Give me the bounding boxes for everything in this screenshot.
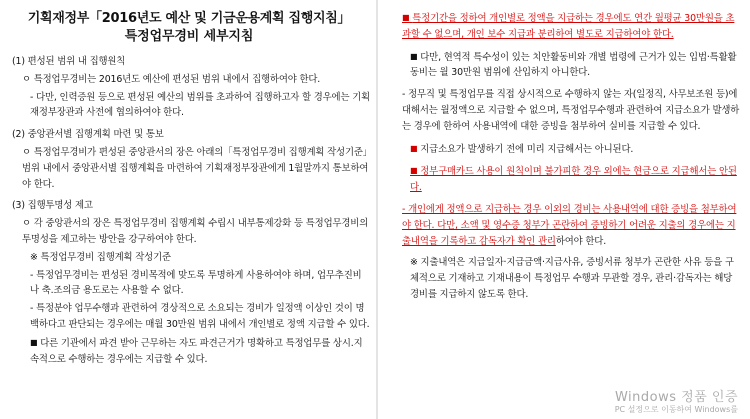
section-3-heading: (3) 집행투명성 제고 [12,200,93,212]
column-divider [376,0,378,419]
section-1-paragraph-1: ㅇ 특정업무경비는 2016년도 예산에 편성된 범위 내에서 집행하여야 한다. [22,73,321,85]
square-bullet-icon: ■ [30,337,38,347]
right-paragraph-3: - 정무직 및 특정업무를 직접 상시적으로 수행하지 않는 자(일정직, 사무보조원 등)에 대해서는 월정액으로 지급할 수 없으며, 특정업무수행과 관련하여 지급소요가 발생하는 경우에 한하여 사용내역에 대한 증빙을 첨부하여 실비를 지급할 수 있다. [402,89,740,132]
square-bullet-icon: ■ [410,143,418,153]
right-paragraph-2-text: 다만, 현역적 특수성이 있는 치안활동비와 개별 법령에 근거가 있는 입법·특활활동비는 월 30만원 범위에 산입하지 아니한다. [410,51,737,79]
right-paragraph-1-text: 특정기간을 정하여 개인별로 정액을 지급하는 경우에도 연간 월평균 30만원을 초과할 수 없으며, 개인 보수 지급과 분리하여 별도로 지급하여야 한다. [402,13,735,40]
section-3-paragraph-2: - 특정업무경비는 편성된 경비목적에 맞도록 투명하게 사용하여야 하며, 업무추진비나 축.조의금 용도로는 사용할 수 없다. [30,269,362,297]
section-3-paragraph-4 [8,335,370,368]
watermark-subtitle: PC 설정으로 이동하여 Windows를 [614,405,738,414]
right-paragraph-6-tail: 하여야 한다. [555,235,607,247]
section-3-paragraph-1: ㅇ 각 중앙관서의 장은 특정업무경비 집행계획 수립시 내부통제강화 등 특정업무경비의 투명성을 제고하는 방안을 강구하여야 한다. [22,218,369,245]
square-bullet-icon: ■ [402,13,410,22]
document-subtitle: 특정업무경비 세부지침 [124,29,254,44]
section-2-heading: (2) 중앙관서별 집행계획 마련 및 통보 [12,129,164,141]
watermark-title: Windows 정품 인증 [614,390,738,405]
right-paragraph-6 [388,202,742,249]
section-1-paragraph-2: - 다만, 인력증원 등으로 편성된 예산의 범위를 초과하여 집행하고자 할 경우에는 기획재정부장관과 사전에 협의하여야 한다. [30,91,371,119]
left-column [8,10,370,369]
right-paragraph-4 [388,141,742,158]
square-bullet-icon: ■ [410,51,418,61]
section-3-paragraph-4-text: 다른 기관에서 파견 받아 근무하는 자도 파견근거가 명확하고 특정업무를 상시.지속적으로 수행하는 경우에는 지급할 수 있다. [30,337,363,365]
right-paragraph-7: ※ 지출내역은 지급일자·지급금액·지급사유, 증빙서류 청부가 곤란한 사유 등을 구체적으로 기재하고 기재내용이 특정업무 수행과 무관할 경우, 관리·감독자는 해당 경비를 지급하지 않도록 한다. [410,257,734,300]
right-column [388,10,742,305]
right-paragraph-1 [388,10,742,43]
section-3-paragraph-3: - 특정분야 업무수행과 관련하여 경상적으로 소요되는 경비가 일정액 이상인 것이 명백하다고 판단되는 경우에는 매월 30만원 범위 내에서 개인별로 정액 지급할 수 있다. [30,303,370,330]
section-2-paragraph-1: ㅇ 특정업무경비가 편성된 중앙관서의 장은 아래의「특정업무경비 집행계획 작성기준」범위 내에서 중앙관서별 집행계획을 마련하여 기획재정부장관에게 1월말까지 통보하여야 한다. [22,146,369,190]
right-paragraph-5-text: 정부구매카드 사용이 원칙이며 불가피한 경우 외에는 현금으로 지급해서는 안된다. [410,166,737,194]
right-paragraph-5 [388,163,742,196]
square-bullet-icon: ■ [410,166,418,176]
section-3-note: ※ 특정업무경비 집행계획 작성기준 [30,251,171,263]
document-title: 기획재정부「2016년도 예산 및 기금운용계획 집행지침」 [27,11,351,26]
right-paragraph-4-text: 지급소요가 발생하기 전에 미리 지급해서는 아니된다. [420,143,634,155]
section-1-heading: (1) 편성된 범위 내 집행원칙 [12,56,126,67]
right-paragraph-2 [388,49,742,82]
right-paragraph-6-emphasis: - 개인에게 정액으로 지급하는 경우 이외의 경비는 사용내역에 대한 증빙을 첨부하여야 한다. 다만, 소액 및 영수증 청부가 곤란하여 증빙하기 어려운 지출의 경우에는 지출내역을 기록하고 감독자가 확인 관리 [402,203,737,247]
windows-activation-watermark [615,390,738,415]
